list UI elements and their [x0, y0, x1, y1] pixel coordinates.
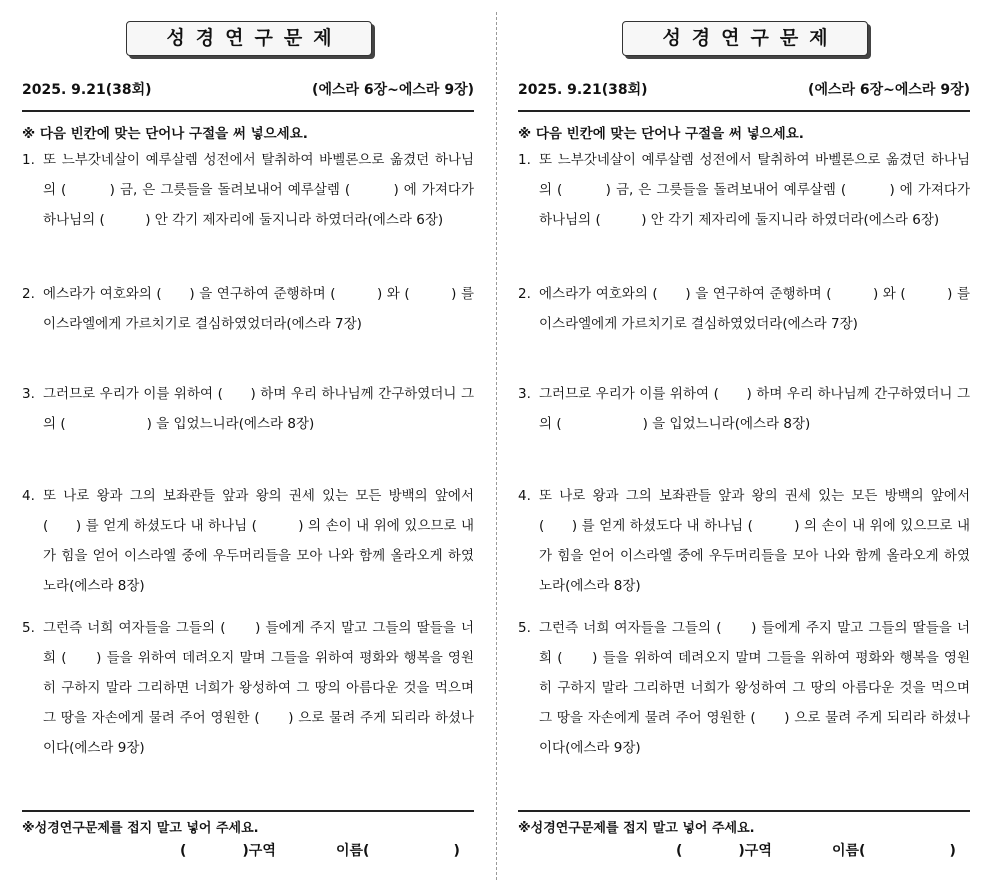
question-number: 2.	[518, 286, 531, 302]
question-1	[22, 145, 474, 235]
header-rule	[518, 110, 970, 112]
question-3	[22, 379, 474, 439]
question-text: 에스라가 여호와의 ( ) 을 연구하여 준행하며 ( ) 와 ( ) 를 이스라엘에게 가르치기로 결심하였었더라(에스라 7장)	[539, 286, 970, 332]
name-field: 이름( )	[336, 843, 460, 859]
footer-note: ※성경연구문제를 접지 말고 넣어 주세요.	[22, 821, 259, 836]
question-text: 에스라가 여호와의 ( ) 을 연구하여 준행하며 ( ) 와 ( ) 를 이스라엘에게 가르치기로 결심하였었더라(에스라 7장)	[43, 286, 474, 332]
instruction-text: ※ 다음 빈칸에 맞는 단어나 구절을 써 넣으세요.	[518, 126, 804, 142]
footer-rule	[518, 810, 970, 812]
question-number: 4.	[22, 488, 35, 504]
session-date: 2025. 9.21(38회)	[518, 82, 648, 98]
question-2	[22, 279, 474, 339]
question-number: 5.	[22, 620, 35, 636]
footer-note: ※성경연구문제를 접지 말고 넣어 주세요.	[518, 821, 755, 836]
header-rule	[22, 110, 474, 112]
worksheet-panel-left	[22, 0, 474, 892]
worksheet-header	[518, 79, 970, 101]
question-text: 또 나로 왕과 그의 보좌관들 앞과 왕의 권세 있는 모든 방백의 앞에서 ( ) 를 얻게 하셨도다 내 하나님 ( ) 의 손이 내 위에 있으므로 내가 힘을 얻어 이스라엘 중에 우두머리들을 모아 나와 함께 올라오게 하였노라(에스라 8장)	[43, 488, 474, 594]
question-text: 또 느부갓네살이 예루살렘 성전에서 탈취하여 바벨론으로 옮겼던 하나님의 ( ) 금, 은 그릇들을 돌려보내어 예루살렘 ( ) 에 가져다가 하나님의 ( ) 안 각기 제자리에 둘지니라 하였더라(에스라 6장)	[539, 152, 970, 228]
cut-line-divider	[496, 12, 497, 880]
question-number: 3.	[22, 386, 35, 402]
question-4	[22, 481, 474, 601]
district-field: ( )구역	[676, 843, 772, 859]
scripture-range: (에스라 6장~에스라 9장)	[808, 82, 970, 98]
question-2	[518, 279, 970, 339]
question-number: 2.	[22, 286, 35, 302]
question-text: 또 느부갓네살이 예루살렘 성전에서 탈취하여 바벨론으로 옮겼던 하나님의 ( ) 금, 은 그릇들을 돌려보내어 예루살렘 ( ) 에 가져다가 하나님의 ( ) 안 각기 제자리에 둘지니라 하였더라(에스라 6장)	[43, 152, 474, 228]
question-number: 3.	[518, 386, 531, 402]
question-number: 1.	[518, 152, 531, 168]
footer-rule	[22, 810, 474, 812]
question-text: 그러므로 우리가 이를 위하여 ( ) 하며 우리 하나님께 간구하였더니 그의 ( ) 을 입었느니라(에스라 8장)	[539, 386, 970, 432]
worksheet-panel-right	[518, 0, 970, 892]
question-4	[518, 481, 970, 601]
instruction-text: ※ 다음 빈칸에 맞는 단어나 구절을 써 넣으세요.	[22, 126, 308, 142]
session-date: 2025. 9.21(38회)	[22, 82, 152, 98]
question-5	[22, 613, 474, 763]
name-field: 이름( )	[832, 843, 956, 859]
question-3	[518, 379, 970, 439]
question-number: 4.	[518, 488, 531, 504]
question-number: 5.	[518, 620, 531, 636]
question-text: 또 나로 왕과 그의 보좌관들 앞과 왕의 권세 있는 모든 방백의 앞에서 ( ) 를 얻게 하셨도다 내 하나님 ( ) 의 손이 내 위에 있으므로 내가 힘을 얻어 이스라엘 중에 우두머리들을 모아 나와 함께 올라오게 하였노라(에스라 8장)	[539, 488, 970, 594]
question-1	[518, 145, 970, 235]
scripture-range: (에스라 6장~에스라 9장)	[312, 82, 474, 98]
question-text: 그런즉 너희 여자들을 그들의 ( ) 들에게 주지 말고 그들의 딸들을 너희 ( ) 들을 위하여 데려오지 말며 그들을 위하여 평화와 행복을 영원히 구하지 말라 그리하면 너희가 왕성하여 그 땅의 아름다운 것을 먹으며 그 땅을 자손에게 물려 주어 영원한 ( ) 으로 물려 주게 되리라 하셨나이다(에스라 9장)	[539, 620, 970, 756]
district-field: ( )구역	[180, 843, 276, 859]
question-text: 그러므로 우리가 이를 위하여 ( ) 하며 우리 하나님께 간구하였더니 그의 ( ) 을 입었느니라(에스라 8장)	[43, 386, 474, 432]
question-number: 1.	[22, 152, 35, 168]
worksheet-title: 성경연구문제	[126, 21, 372, 56]
worksheet-header	[22, 79, 474, 101]
worksheet-title: 성경연구문제	[622, 21, 868, 56]
question-text: 그런즉 너희 여자들을 그들의 ( ) 들에게 주지 말고 그들의 딸들을 너희 ( ) 들을 위하여 데려오지 말며 그들을 위하여 평화와 행복을 영원히 구하지 말라 그리하면 너희가 왕성하여 그 땅의 아름다운 것을 먹으며 그 땅을 자손에게 물려 주어 영원한 ( ) 으로 물려 주게 되리라 하셨나이다(에스라 9장)	[43, 620, 474, 756]
question-5	[518, 613, 970, 763]
